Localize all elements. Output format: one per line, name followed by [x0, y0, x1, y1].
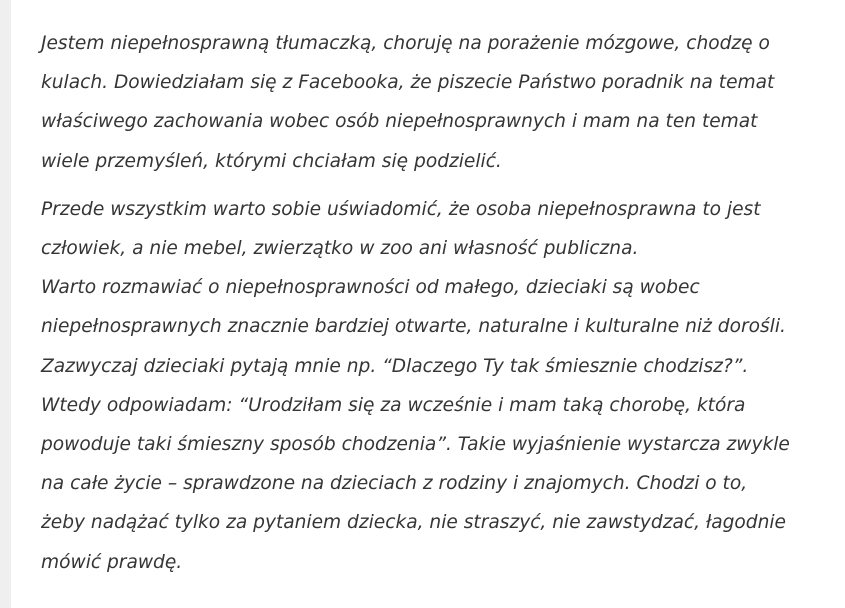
- text-line: na całe życie – sprawdzone na dzieciach z rodziny i znajomych. Chodzi o to,: [41, 473, 748, 495]
- text-line: Jestem niepełnosprawną tłumaczką, choruję na porażenie mózgowe, chodzę o: [41, 33, 770, 54]
- text-line: powoduje taki śmieszny sposób chodzenia”. Takie wyjaśnienie wystarcza zwykle: [41, 434, 790, 456]
- text-line: Warto rozmawiać o niepełnosprawności od małego, dzieciaki są wobec: [41, 277, 700, 299]
- text-line: wiele przemyśleń, którymi chciałam się podzielić.: [41, 150, 502, 172]
- paragraph-intro: [41, 24, 837, 181]
- paragraph-children: [41, 268, 837, 582]
- text-line: człowiek, a nie mebel, zwierzątko w zoo ani własność publiczna.: [41, 238, 639, 260]
- text-line: Wtedy odpowiadam: “Urodziłam się za wcześnie i mam taką chorobę, która: [41, 394, 746, 416]
- text-line: Zazwyczaj dzieciaki pytają mnie np. “Dlaczego Ty tak śmiesznie chodzisz?”.: [41, 355, 749, 377]
- text-line: żeby nadążać tylko za pytaniem dziecka, nie straszyć, nie zawstydzać, łagodnie: [41, 512, 786, 534]
- text-line: niepełnosprawnych znacznie bardziej otwarte, naturalne i kulturalne niż dorośli.: [41, 316, 786, 338]
- paragraph-awareness: [41, 190, 837, 268]
- text-line: Przede wszystkim warto sobie uświadomić, że osoba niepełnosprawna to jest: [41, 198, 761, 220]
- quote-border: [0, 0, 11, 608]
- text-line: kulach. Dowiedziałam się z Facebooka, że piszecie Państwo poradnik na temat: [41, 72, 775, 94]
- text-line: właściwego zachowania wobec osób niepełnosprawnych i mam na ten temat: [41, 111, 758, 133]
- text-line: mówić prawdę.: [41, 551, 183, 573]
